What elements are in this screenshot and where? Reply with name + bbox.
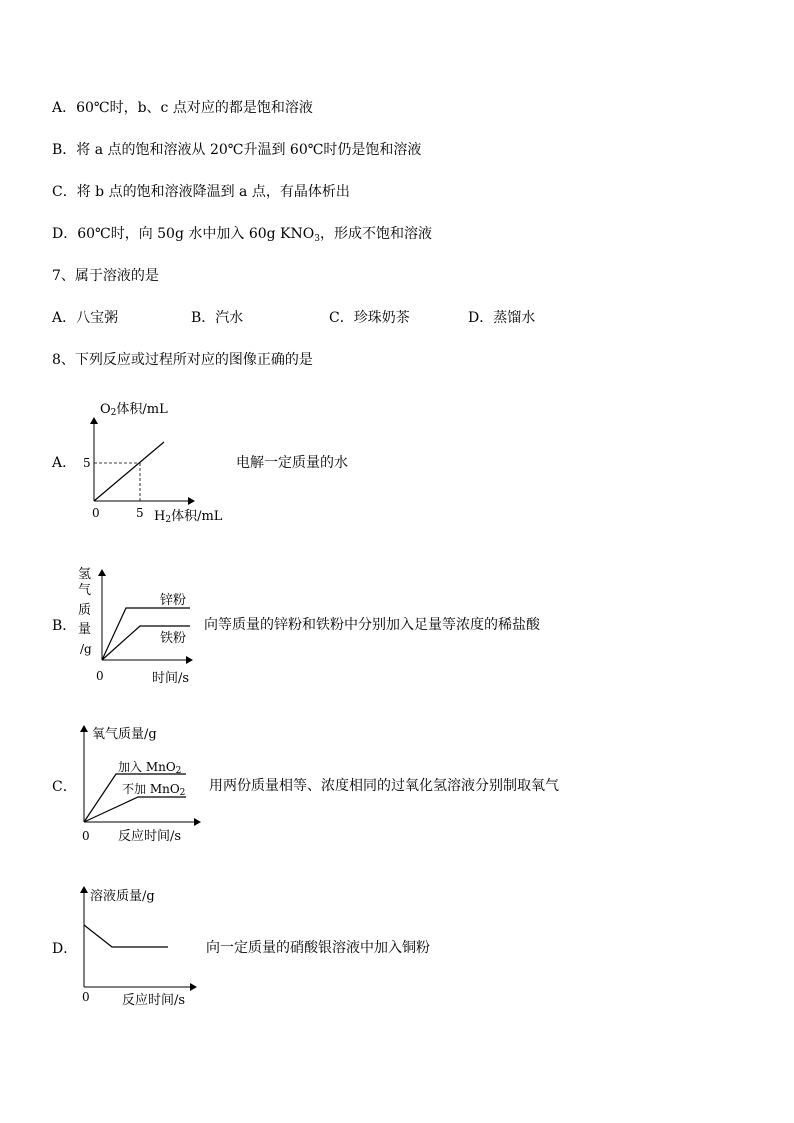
q6-option-d-suffix: ，形成不饱和溶液 <box>319 226 432 242</box>
q7-option-b: B．汽水 <box>191 310 244 326</box>
series-without-mno2-line <box>84 797 186 822</box>
q8-c-letter: C． <box>52 779 77 795</box>
series-without-mno2-label: 不加 MnO2 <box>122 782 186 798</box>
y-axis-label-char-4: 量 <box>78 622 92 637</box>
q8-d-letter: D． <box>52 941 78 957</box>
q8-b-caption: 向等质量的锌粉和铁粉中分别加入足量等浓度的稀盐酸 <box>204 617 540 633</box>
q8-a-letter: A． <box>52 455 77 471</box>
solution-mass-line <box>84 925 168 947</box>
q8-c-graph <box>76 722 208 848</box>
x-axis-label: H2体积/mL <box>154 509 223 525</box>
y-axis-label-unit: /g <box>80 642 92 656</box>
q7-option-a: A．八宝粥 <box>52 310 119 326</box>
origin-label: 0 <box>82 829 90 843</box>
y-axis-label-char-3: 质 <box>78 603 92 618</box>
q8-a-caption: 电解一定质量的水 <box>236 455 348 471</box>
y-tick-label: 5 <box>83 456 91 470</box>
q8-a-graph <box>76 396 236 526</box>
q6-option-b: B．将 a 点的饱和溶液从 20℃升温到 60℃时仍是饱和溶液 <box>52 142 422 158</box>
q7-stem: 7、属于溶液的是 <box>52 268 159 284</box>
origin-label: 0 <box>82 990 90 1004</box>
data-line <box>94 442 164 501</box>
y-axis-label-char-2: 气 <box>78 583 92 598</box>
q8-c-caption: 用两份质量相等、浓度相同的过氧化氢溶液分别制取氧气 <box>209 778 559 794</box>
origin-label: 0 <box>92 506 100 520</box>
q8-d-graph <box>76 883 204 1009</box>
x-axis-label: 反应时间/s <box>118 829 182 844</box>
series-zinc-label: 锌粉 <box>160 593 187 608</box>
y-axis-label: O2体积/mL <box>100 402 168 418</box>
x-axis-label: 反应时间/s <box>122 993 186 1008</box>
q6-option-d-subscript: 3 <box>314 234 320 244</box>
q6-option-d-prefix: D．60℃时，向 50g 水中加入 60g KNO <box>52 226 315 242</box>
origin-label: 0 <box>96 669 104 683</box>
q8-b-graph <box>76 564 202 688</box>
y-axis-label: 溶液质量/g <box>90 889 155 904</box>
q7-option-d: D．蒸馏水 <box>468 310 536 326</box>
y-axis-label: 氧气质量/g <box>92 727 157 742</box>
y-axis-label-char-1: 氢 <box>78 567 92 582</box>
x-axis-label: 时间/s <box>152 671 190 686</box>
series-with-mno2-label: 加入 MnO2 <box>118 760 182 776</box>
q6-option-d <box>52 225 432 245</box>
q8-b-letter: B． <box>52 618 77 634</box>
q7-option-c: C．珍珠奶茶 <box>329 310 410 326</box>
q8-d-caption: 向一定质量的硝酸银溶液中加入铜粉 <box>206 940 430 956</box>
q6-option-a: A．60℃时，b、c 点对应的都是饱和溶液 <box>52 100 313 116</box>
series-iron-label: 铁粉 <box>160 631 187 646</box>
x-tick-label: 5 <box>136 506 144 520</box>
q6-option-c: C．将 b 点的饱和溶液降温到 a 点，有晶体析出 <box>52 184 350 200</box>
q8-stem: 8、下列反应或过程所对应的图像正确的是 <box>52 352 313 368</box>
